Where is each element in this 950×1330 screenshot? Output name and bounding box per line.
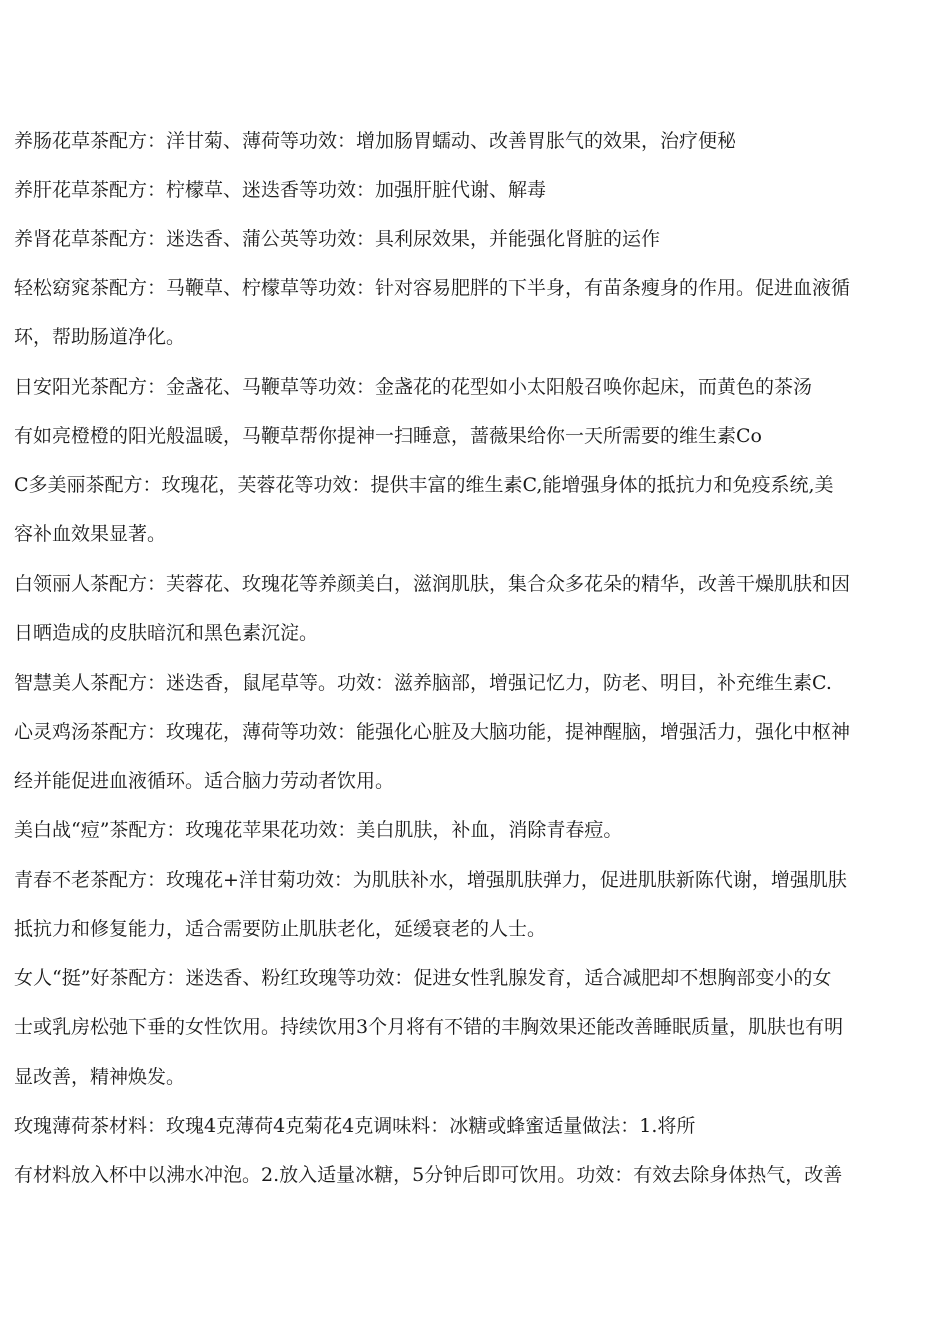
text-line: 养肾花草茶配方：迷迭香、蒲公英等功效：具利尿效果，并能强化肾脏的运作 bbox=[14, 228, 661, 250]
text-line: 美白战“痘”茶配方：玫瑰花苹果花功效：美白肌肤，补血，消除青春痘。 bbox=[14, 819, 623, 841]
text-line: 养肠花草茶配方：洋甘菊、薄荷等功效：增加肠胃蠕动、改善胃胀气的效果，治疗便秘 bbox=[14, 130, 737, 152]
text-line: 日晒造成的皮肤暗沉和黑色素沉淀。 bbox=[14, 622, 319, 644]
text-line: 玫瑰薄荷茶材料：玫瑰4克薄荷4克菊花4克调味料：冰糖或蜂蜜适量做法：1.将所 bbox=[14, 1115, 696, 1137]
text-line: 养肝花草茶配方：柠檬草、迷迭香等功效：加强肝脏代谢、解毒 bbox=[14, 179, 547, 201]
text-line: 环，帮助肠道净化。 bbox=[14, 326, 186, 348]
text-line: 女人“挺”好茶配方：迷迭香、粉红玫瑰等功效：促进女性乳腺发育，适合减肥却不想胸部变小的女 bbox=[14, 967, 832, 989]
text-line: C多美丽茶配方：玫瑰花，芙蓉花等功效：提供丰富的维生素C,能增强身体的抵抗力和免疫系统,美 bbox=[14, 474, 834, 496]
text-line: 士或乳房松弛下垂的女性饮用。持续饮用3个月将有不错的丰胸效果还能改善睡眠质量，肌肤也有明 bbox=[14, 1016, 844, 1038]
text-line: 容补血效果显著。 bbox=[14, 523, 167, 545]
text-line: 心灵鸡汤茶配方：玫瑰花，薄荷等功效：能强化心脏及大脑功能，提神醒脑，增强活力，强化中枢神 bbox=[14, 721, 851, 743]
text-line: 显改善，精神焕发。 bbox=[14, 1066, 186, 1088]
text-line: 抵抗力和修复能力，适合需要防止肌肤老化，延缓衰老的人士。 bbox=[14, 918, 547, 940]
text-line: 经并能促进血液循环。适合脑力劳动者饮用。 bbox=[14, 770, 395, 792]
text-line: 有材料放入杯中以沸水冲泡。2.放入适量冰糖，5分钟后即可饮用。功效：有效去除身体热气，改善 bbox=[14, 1164, 843, 1186]
text-line: 有如亮橙橙的阳光般温暖，马鞭草帮你提神一扫睡意，蔷薇果给你一天所需要的维生素Co bbox=[14, 425, 762, 447]
text-line: 轻松窈窕茶配方：马鞭草、柠檬草等功效：针对容易肥胖的下半身，有苗条瘦身的作用。促进血液循 bbox=[14, 277, 851, 299]
text-line: 日安阳光茶配方：金盏花、马鞭草等功效：金盏花的花型如小太阳般召唤你起床，而黄色的茶汤 bbox=[14, 376, 813, 398]
text-line: 智慧美人茶配方：迷迭香，鼠尾草等。功效：滋养脑部，增强记忆力，防老、明目，补充维生素C. bbox=[14, 672, 832, 694]
text-line: 白领丽人茶配方：芙蓉花、玫瑰花等养颜美白，滋润肌肤，集合众多花朵的精华，改善干燥肌肤和因 bbox=[14, 573, 851, 595]
text-line: 青春不老茶配方：玫瑰花+洋甘菊功效：为肌肤补水，增强肌肤弹力，促进肌肤新陈代谢，增强肌肤 bbox=[14, 869, 847, 891]
